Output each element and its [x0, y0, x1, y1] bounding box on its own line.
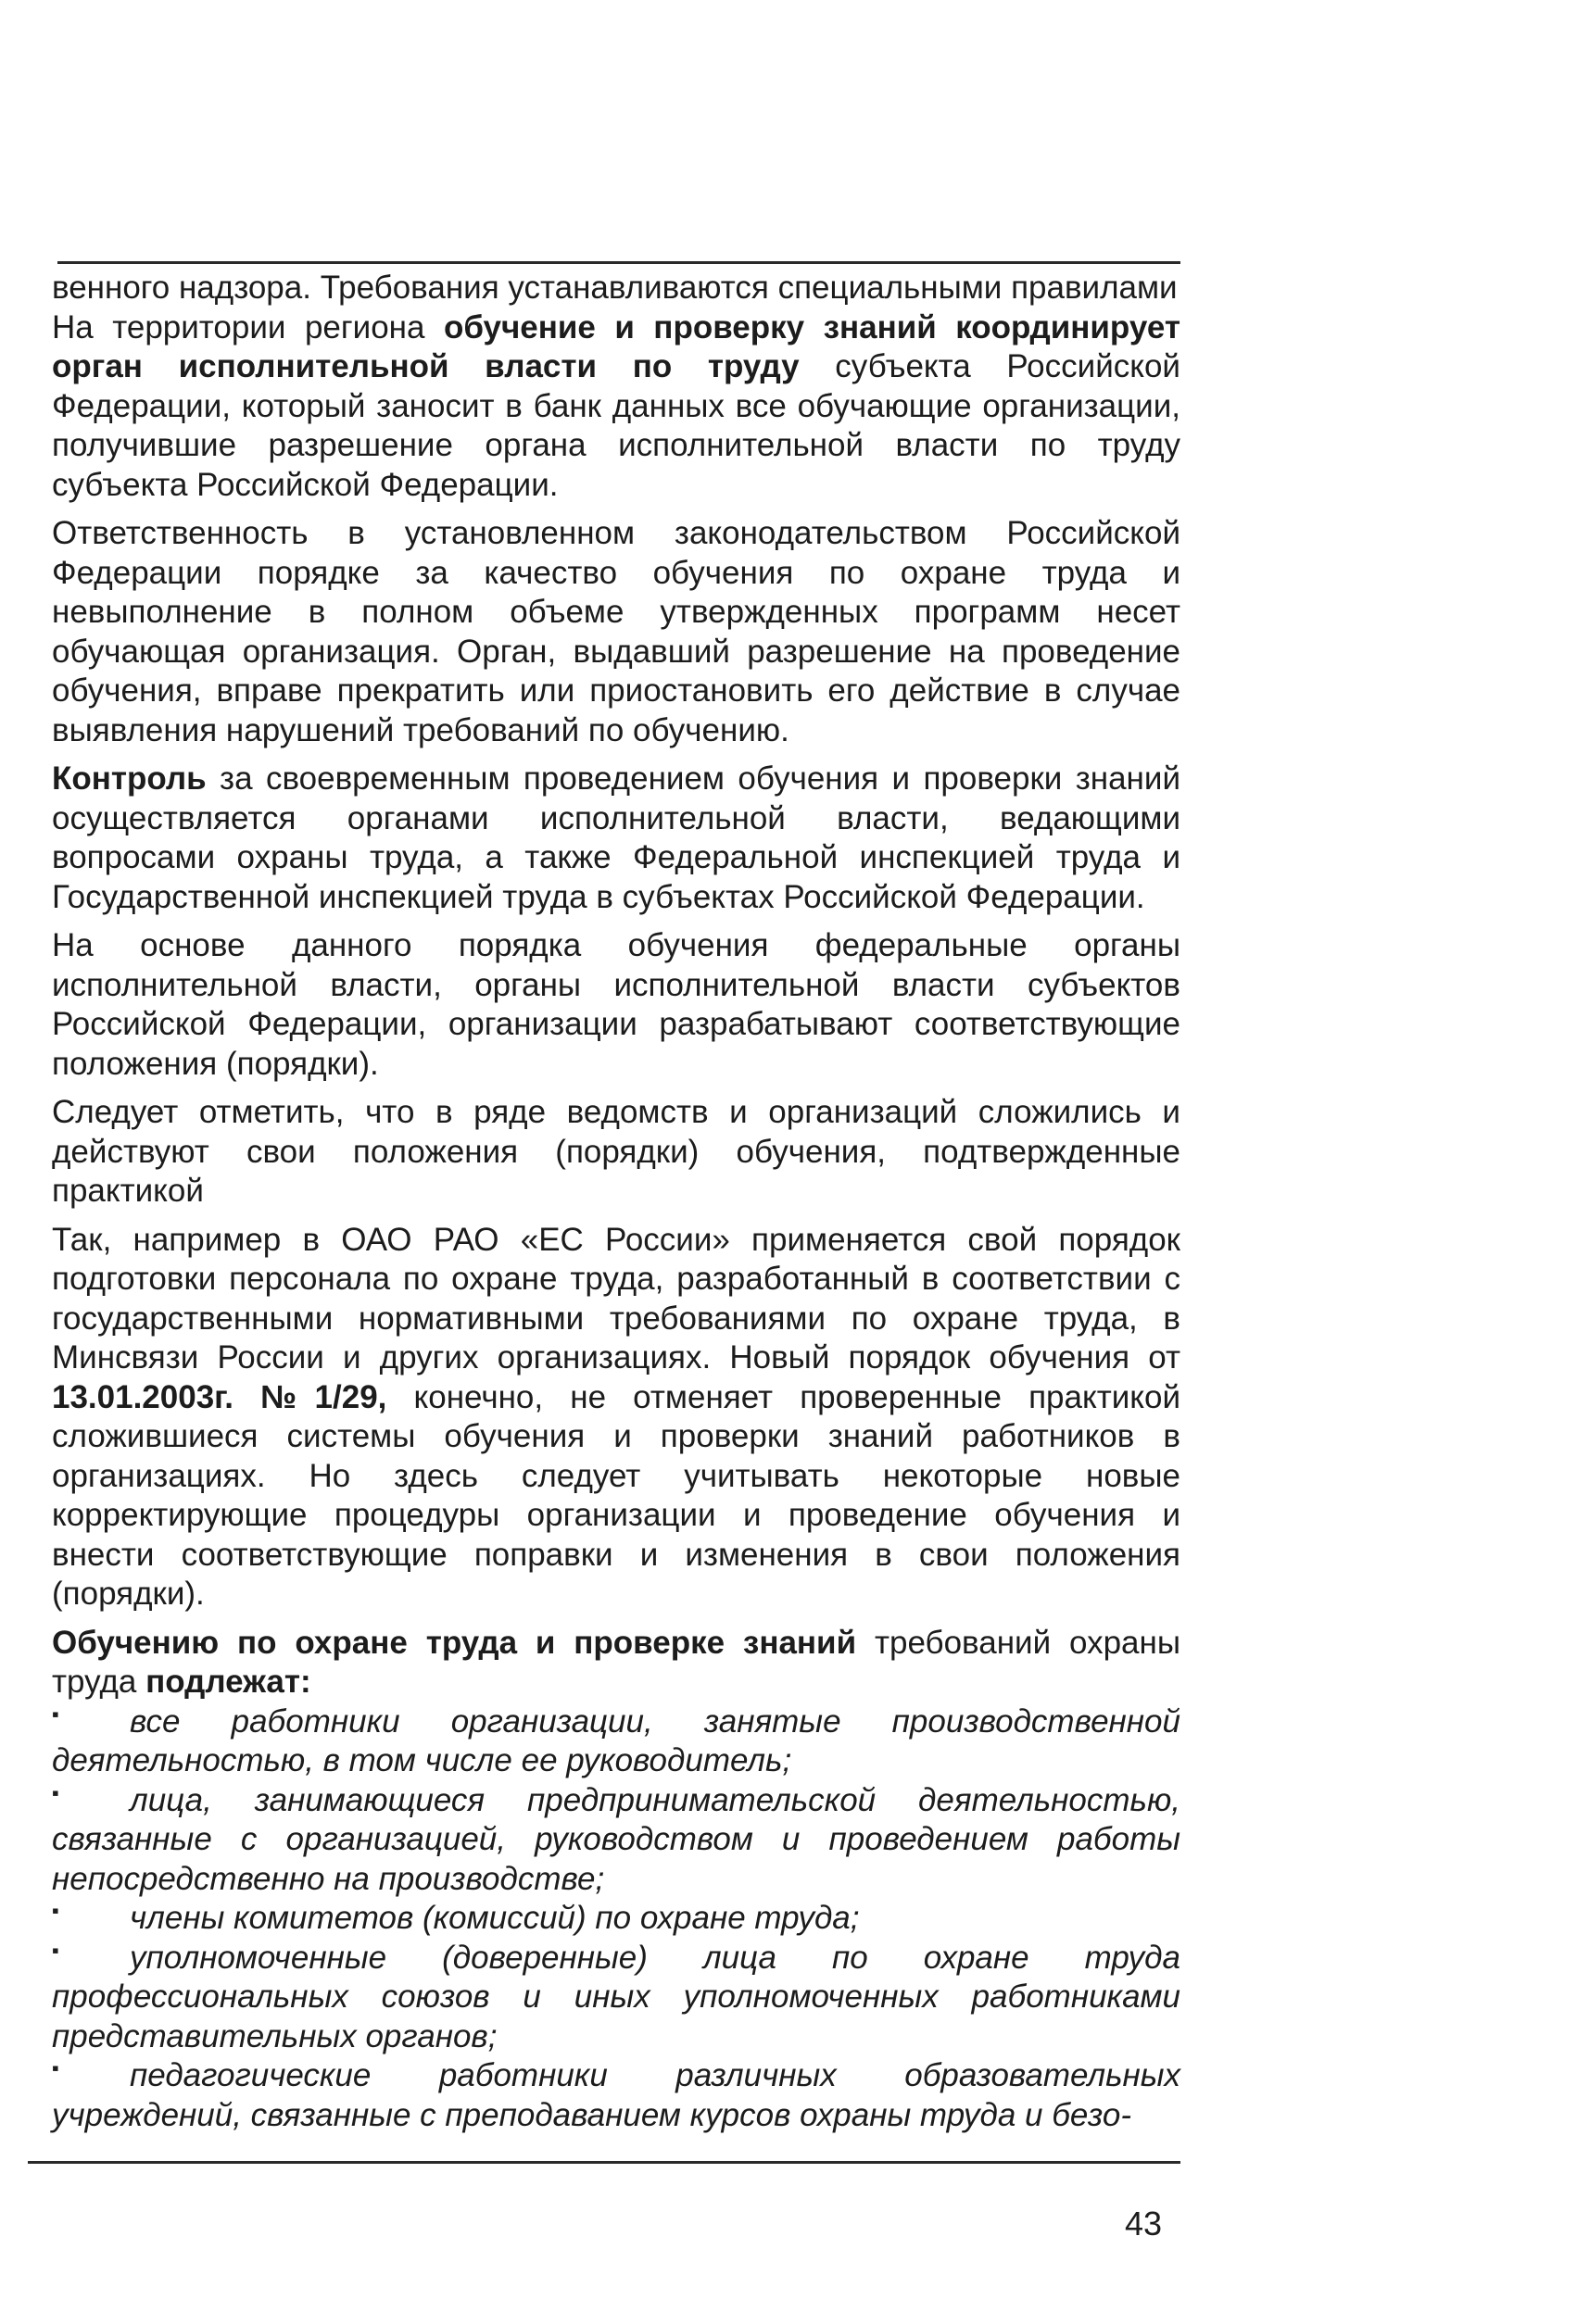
trainees-list: [52, 1702, 1180, 2136]
list-item: ▪ педагогические работники различных образовательных учреждений, связанные с преподаванием курсов охраны труда и безо-: [52, 2056, 1180, 2135]
list-item: ▪ члены комитетов (комиссий) по охране труда;: [52, 1899, 1180, 1939]
bullet-icon: ▪: [52, 1938, 59, 1962]
paragraph-continuation: венного надзора. Требования устанавливаются специальными правилами: [52, 270, 1178, 306]
list-item: ▪ уполномоченные (доверенные) лица по охране труда профессиональных союзов и иных уполномоченных работниками представительных органов;: [52, 1939, 1180, 2057]
paragraph-coordination: На территории региона обучение и проверку знаний координирует орган исполнительной власти по труду субъекта Российской Федерации, который заносит в банк данных все обучающие организации, получившие разрешение органа исполнительной власти по труду субъекта Российской Федерации.: [52, 308, 1180, 503]
paragraph-practice: Следует отметить, что в ряде ведомств и организаций сложились и действуют свои положения (порядки) обучения, подтвержденные практикой: [52, 1094, 1180, 1209]
bottom-rule: [28, 2161, 1180, 2164]
page-number: 43: [1125, 2205, 1163, 2242]
paragraph-example: Так, например в ОАО РАО «ЕС России» применяется свой порядок подготовки персонала по охране труда, разработанный в соответствии с государственными нормативными требованиями по охране труда, в Минсвязи России и других организациях. Новый порядок обучения от 13.01.2003г. №1/29, конечно, не отменяет проверенные практикой сложившиеся системы обучения и проверки знаний работников в организациях. Но здесь следует учитывать некоторые новые корректирующие процедуры организации и проведение обучения и внести соответствующие поправки и изменения в свои положения (порядки).: [52, 1221, 1180, 1612]
list-item: ▪ лица, занимающиеся предпринимательской деятельностью, связанные с организацией, руководством и проведением работы непосредственно на производстве;: [52, 1781, 1180, 1900]
top-rule: [57, 261, 1180, 264]
bullet-icon: ▪: [52, 2056, 59, 2079]
bullet-icon: ▪: [52, 1702, 59, 1726]
bullet-icon: ▪: [52, 1780, 59, 1804]
paragraph-subject-to-training: Обучению по охране труда и проверке знаний требований охраны труда подлежат:: [52, 1624, 1180, 1700]
body-text: [52, 269, 1180, 2135]
list-item: ▪ все работники организации, занятые производственной деятельностью, в том числе ее руководитель;: [52, 1702, 1180, 1781]
paragraph-responsibility: Ответственность в установленном законодательством Российской Федерации порядке за качество обучения по охране труда и невыполнение в полном объеме утвержденных программ несет обучающая организация. Орган, выдавший разрешение на проведение обучения, вправе прекратить или приостановить его действие в случае выявления нарушений требований по обучению.: [52, 515, 1180, 748]
paragraph-control: Контроль за своевременным проведением обучения и проверки знаний осуществляется органами исполнительной власти, ведающими вопросами охраны труда, а также Федеральной инспекцией труда и Государственной инспекцией труда в субъектах Российской Федерации.: [52, 760, 1180, 915]
bullet-icon: ▪: [52, 1899, 59, 1922]
paragraph-basis: На основе данного порядка обучения федеральные органы исполнительной власти, органы исполнительной власти субъектов Российской Федерации, организации разрабатывают соответствующие положения (порядки).: [52, 927, 1180, 1082]
